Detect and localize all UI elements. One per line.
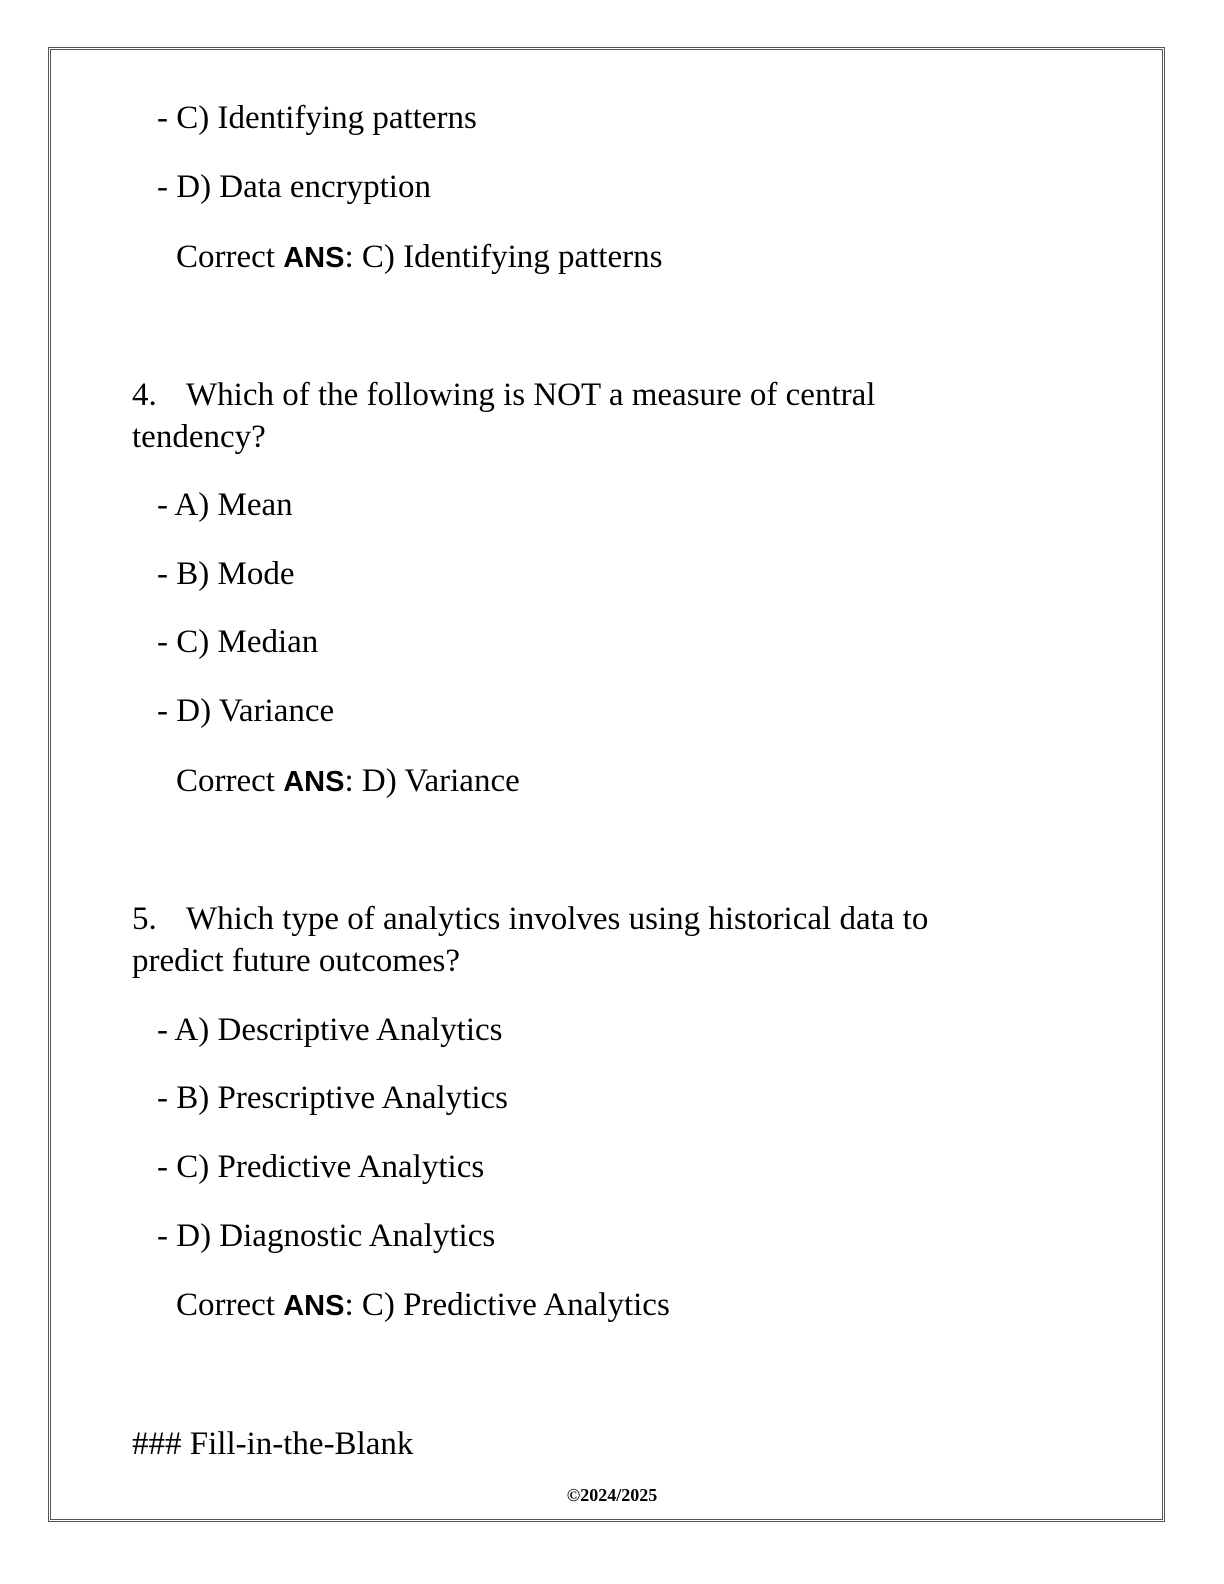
question-text: Which of the following is NOT a measure of central tendency? [132,377,876,455]
q5-answer [176,1284,670,1327]
option-d-prev: - D) Data encryption [157,169,431,205]
question-text: Which type of analytics involves using historical data to predict future outcomes? [132,901,929,979]
answer-prefix: Correct [176,1287,284,1323]
section-heading: ### Fill-in-the-Blank [132,1426,414,1462]
option-c-prev: - C) Identifying patterns [157,100,477,136]
answer-prefix: Correct [176,239,284,275]
question-number: 5. [132,901,157,937]
answer-text: : C) Predictive Analytics [344,1287,670,1323]
q5-option-d: - D) Diagnostic Analytics [157,1218,496,1254]
q5-option-c: - C) Predictive Analytics [157,1149,485,1185]
q4-option-b: - B) Mode [157,556,295,592]
answer-label: ANS [283,1290,345,1322]
answer-text: : C) Identifying patterns [344,239,663,275]
q4-option-d: - D) Variance [157,693,335,729]
question-number: 4. [132,377,157,413]
answer-label: ANS [283,766,345,798]
question-4 [132,374,1012,458]
answer-text: : D) Variance [344,763,520,799]
q4-answer [176,760,520,803]
q5-option-a: - A) Descriptive Analytics [157,1012,503,1048]
answer-prev [176,236,662,279]
q5-option-b: - B) Prescriptive Analytics [157,1080,509,1116]
answer-label: ANS [283,242,345,274]
question-5 [132,898,1012,982]
answer-prefix: Correct [176,763,284,799]
q4-option-c: - C) Median [157,624,319,660]
q4-option-a: - A) Mean [157,487,293,523]
page-footer: ©2024/2025 [566,1485,658,1505]
